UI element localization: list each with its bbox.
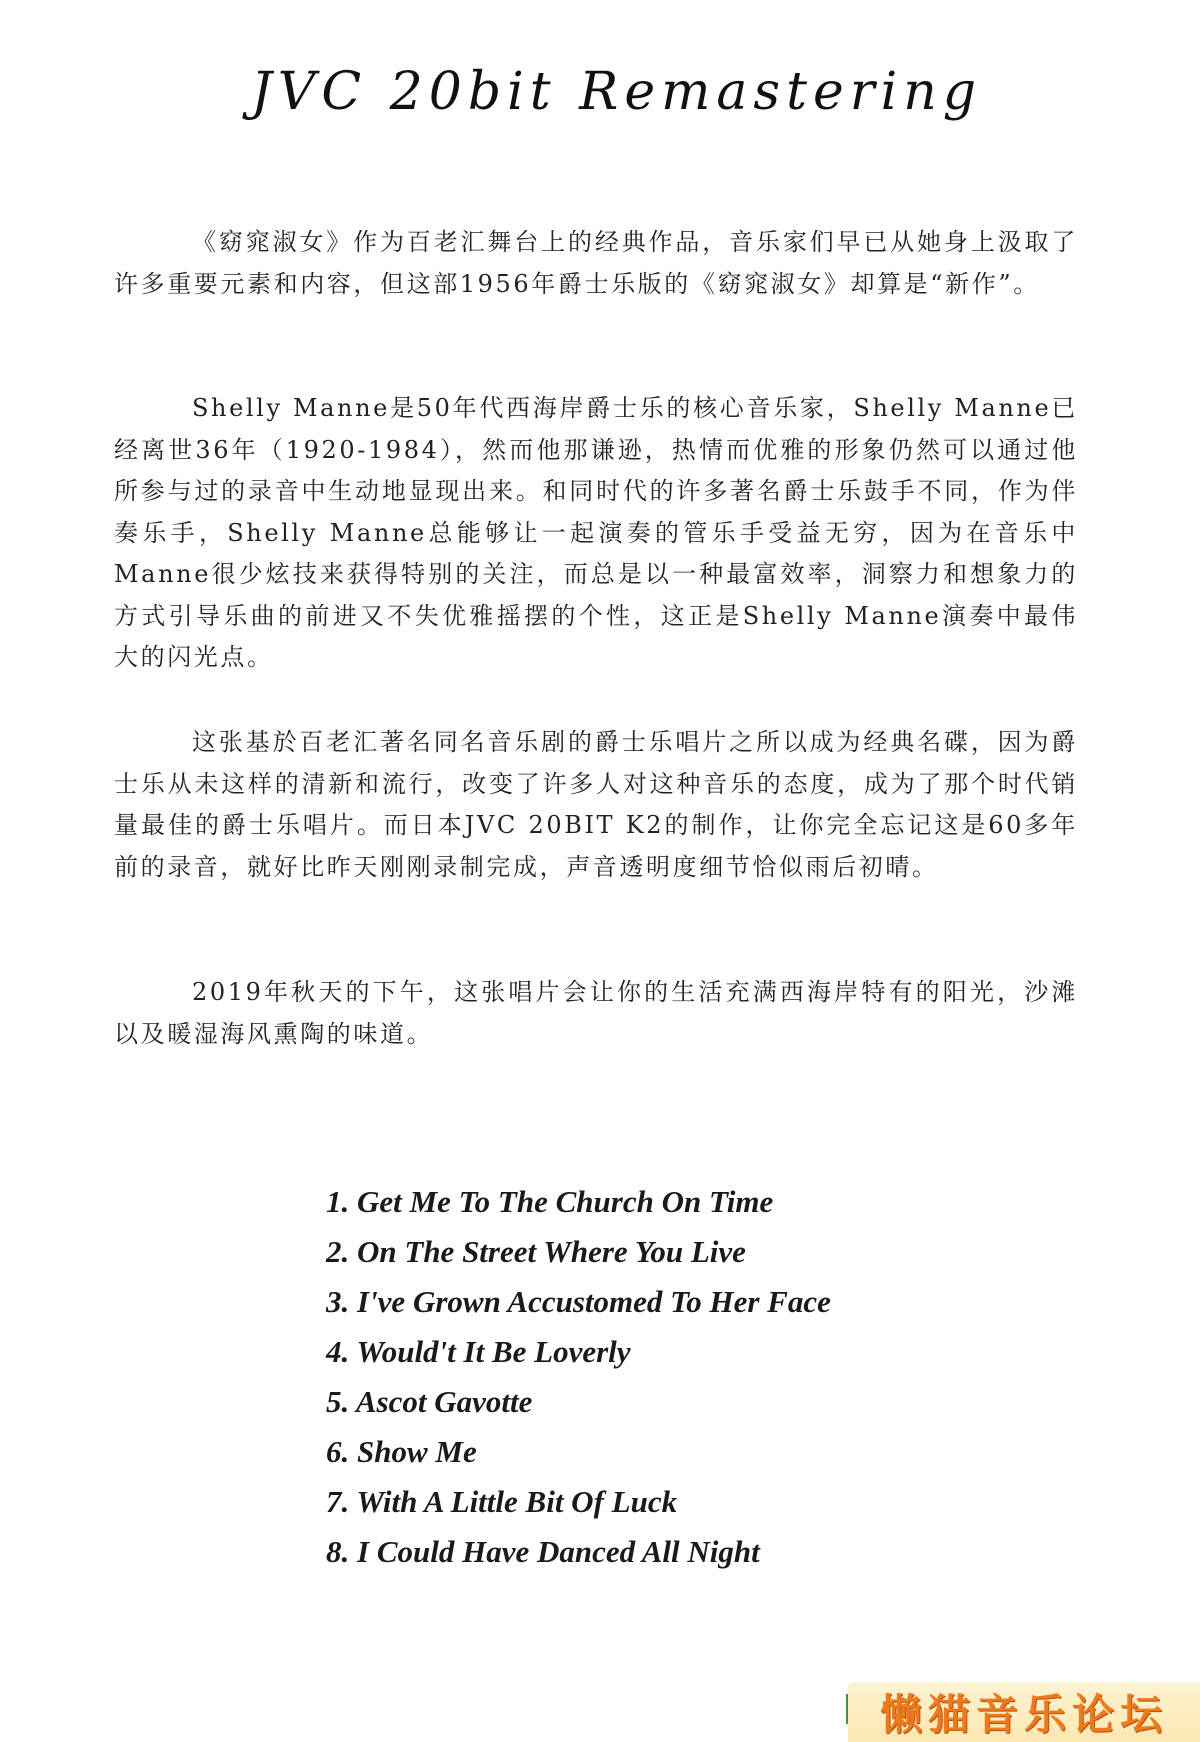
track-item: 5. Ascot Gavotte bbox=[326, 1384, 533, 1419]
track-item: 3. I've Grown Accustomed To Her Face bbox=[326, 1284, 831, 1319]
album-paragraph: 这张基於百老汇著名同名音乐剧的爵士乐唱片之所以成为经典名碟，因为爵士乐从未这样的清新和流行，改变了许多人对这种音乐的态度，成为了那个时代销量最佳的爵士乐唱片。而日本JVC 20BIT K2的制作，让你完全忘记这是60多年前的录音，就好比昨天刚刚录制完成，声音透明度细节恰似雨后初晴。 bbox=[114, 728, 1078, 881]
track-item: 7. With A Little Bit Of Luck bbox=[326, 1484, 678, 1519]
watermark-text: 懒猫音乐论坛 bbox=[879, 1690, 1168, 1739]
watermark-logo bbox=[848, 1682, 1200, 1742]
track-item: 8. I Could Have Danced All Night bbox=[326, 1534, 760, 1569]
track-item: 6. Show Me bbox=[326, 1434, 477, 1469]
track-item: 2. On The Street Where You Live bbox=[326, 1234, 746, 1269]
page-title: JVC 20bit Remastering bbox=[250, 62, 983, 122]
track-item: 1. Get Me To The Church On Time bbox=[326, 1184, 774, 1219]
track-list bbox=[326, 1177, 946, 1577]
track-item: 4. Would't It Be Loverly bbox=[326, 1334, 631, 1369]
closing-paragraph: 2019年秋天的下午，这张唱片会让你的生活充满西海岸特有的阳光，沙滩以及暖湿海风熏陶的味道。 bbox=[114, 978, 1078, 1048]
intro-paragraph: 《窈窕淑女》作为百老汇舞台上的经典作品，音乐家们早已从她身上汲取了许多重要元素和内容，但这部1956年爵士乐版的《窈窕淑女》却算是“新作”。 bbox=[114, 228, 1078, 298]
shelly-manne-paragraph: Shelly Manne是50年代西海岸爵士乐的核心音乐家，Shelly Manne已经离世36年（1920-1984），然而他那谦逊，热情而优雅的形象仍然可以通过他所参与过的录音中生动地显现出来。和同时代的许多著名爵士乐鼓手不同，作为伴奏乐手，Shelly Manne总能够让一起演奏的管乐手受益无穷，因为在音乐中Manne很少炫技来获得特别的关注，而总是以一种最富效率，洞察力和想象力的方式引导乐曲的前进又不失优雅摇摆的个性，这正是Shelly Manne演奏中最伟大的闪光点。 bbox=[114, 394, 1078, 671]
